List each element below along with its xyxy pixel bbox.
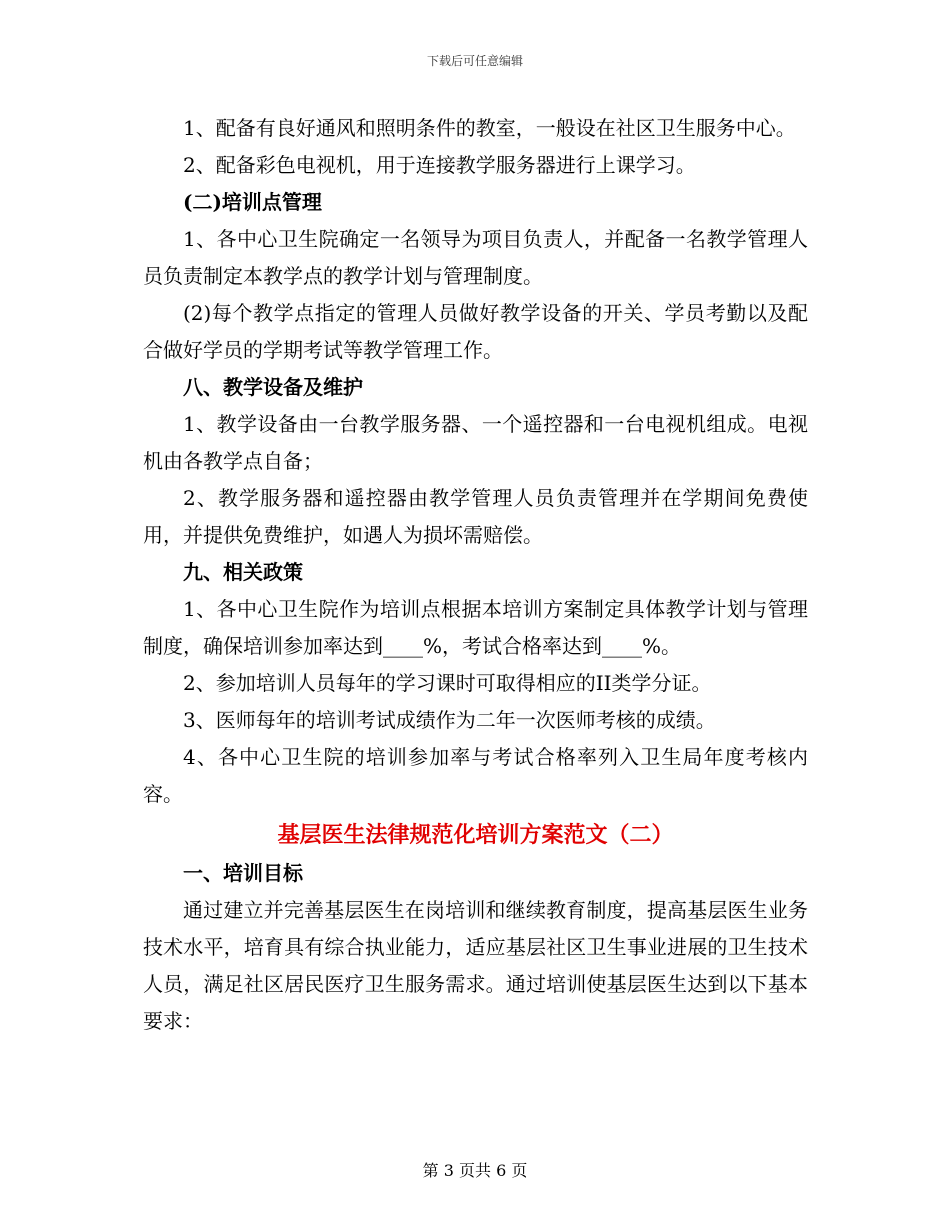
heading-training-point-management: (二)培训点管理 bbox=[183, 190, 322, 214]
para-policy-2: 2、参加培训人员每年的学习课时可取得相应的II类学分证。 bbox=[183, 671, 712, 695]
para-policy-1: 1、各中心卫生院作为培训点根据本培训方案制定具体教学计划与管理制度，确保培训参加率达到____%，考试合格率达到____%。 bbox=[143, 597, 808, 658]
para-tv: 2、配备彩色电视机，用于连接教学服务器进行上课学习。 bbox=[183, 153, 696, 177]
para-goals: 通过建立并完善基层医生在岗培训和继续教育制度，提高基层医生业务技术水平，培育具有综合执业能力，适应基层社区卫生事业进展的卫生技术人员，满足社区居民医疗卫生服务需求。通过培训使基层医生达到以下基本要求： bbox=[143, 898, 808, 1033]
para-equipment-management: 2、教学服务器和遥控器由教学管理人员负责管理并在学期间免费使用，并提供免费维护，如遇人为损坏需赔偿。 bbox=[143, 486, 808, 547]
heading-training-goals: 一、培训目标 bbox=[183, 861, 303, 885]
para-policy-4: 4、各中心卫生院的培训参加率与考试合格率列入卫生局年度考核内容。 bbox=[143, 745, 808, 806]
para-project-leader: 1、各中心卫生院确定一名领导为项目负责人，并配备一名教学管理人员负责制定本教学点的教学计划与管理制度。 bbox=[143, 227, 808, 288]
page-footer: 第 3 页共 6 页 bbox=[422, 1161, 528, 1180]
para-equipment-composition: 1、教学设备由一台教学服务器、一个遥控器和一台电视机组成。电视机由各教学点自备； bbox=[143, 412, 808, 473]
heading-equipment: 八、教学设备及维护 bbox=[183, 375, 363, 399]
page-header: 下载后可任意编辑 bbox=[426, 54, 523, 68]
para-policy-3: 3、医师每年的培训考试成绩作为二年一次医师考核的成绩。 bbox=[183, 708, 716, 732]
para-manager-duties: (2)每个教学点指定的管理人员做好教学设备的开关、学员考勤以及配合做好学员的学期考试等教学管理工作。 bbox=[143, 301, 808, 362]
para-classroom: 1、配备有良好通风和照明条件的教室，一般设在社区卫生服务中心。 bbox=[183, 116, 796, 140]
document-body bbox=[143, 110, 808, 1040]
section-title: 基层医生法律规范化培训方案范文（二） bbox=[277, 822, 674, 848]
heading-policies: 九、相关政策 bbox=[183, 560, 303, 584]
